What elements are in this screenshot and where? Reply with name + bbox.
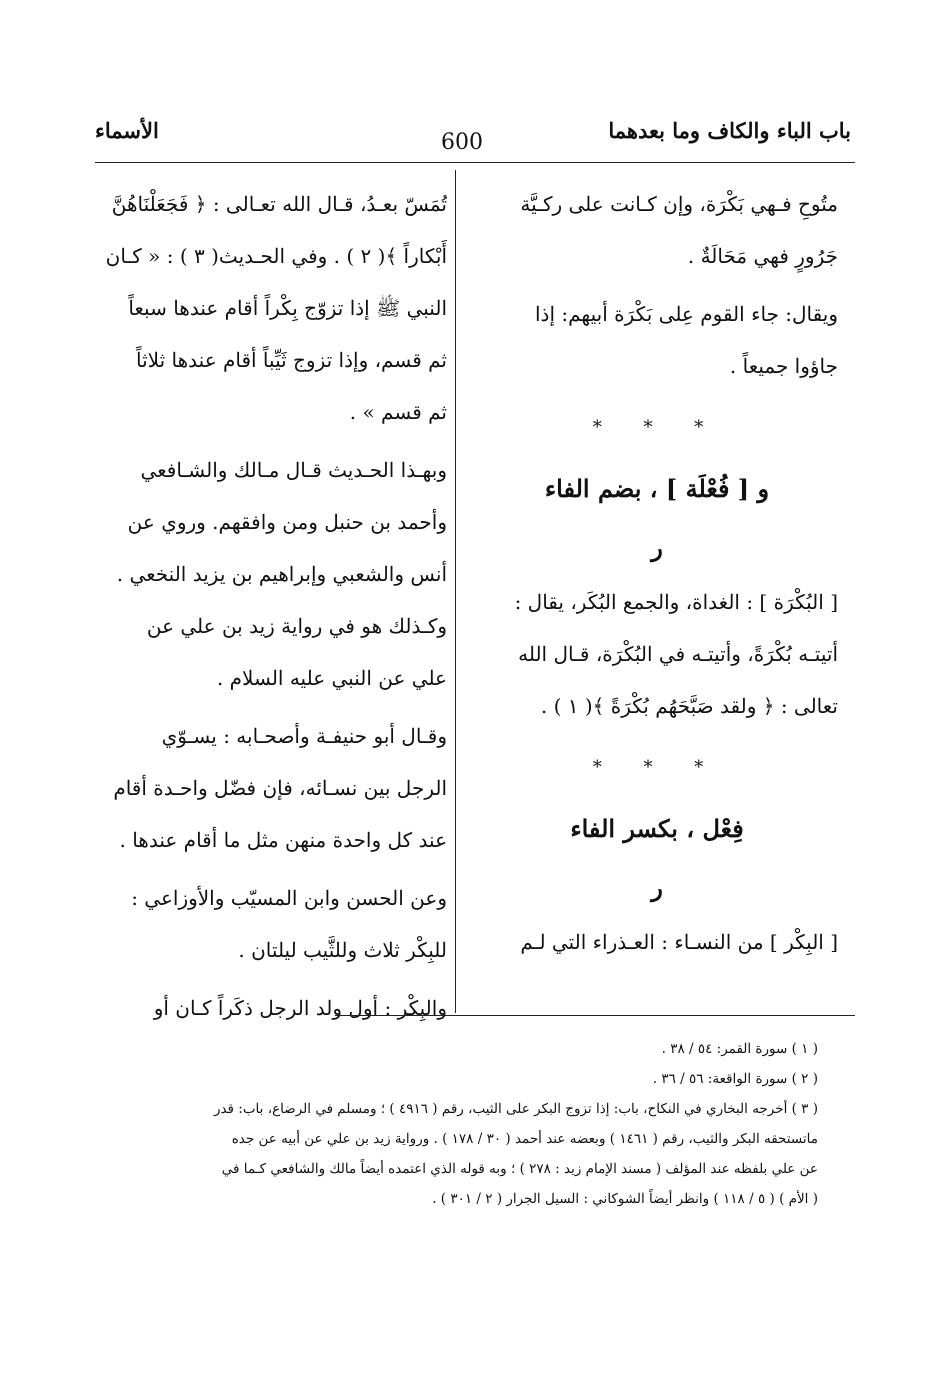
footnote-line: عن علي بلفظه عند المؤلف ( مسند الإمام زيد : ٢٧٨ ) ؛ وبه قوله الذي اعتمده أيضاً مالك والشافعي كـما في <box>221 1161 818 1177</box>
paragraph <box>95 710 447 866</box>
paragraph <box>476 916 838 968</box>
paragraph <box>476 288 838 392</box>
section-title: الأسماء <box>95 118 159 143</box>
paragraph <box>95 178 447 438</box>
text-line: جاؤوا جميعاً . <box>729 354 838 378</box>
footnote-line: ( ١ ) سورة القمر: ٥٤ / ٣٨ . <box>661 1041 818 1057</box>
text-line: وعن الحسن وابن المسيّب والأوزاعي : <box>131 886 447 910</box>
text-line: وقـال أبو حنيفـة وأصحـابه : يسـوّي <box>161 724 447 748</box>
paragraph <box>95 982 447 1034</box>
text-line: أنس والشعبي وإبراهيم بن يزيد النخعي . <box>116 562 447 586</box>
text-line: عند كل واحدة منهن مثل ما أقام عندها . <box>119 828 447 852</box>
root-letter: ر <box>651 873 663 902</box>
section-heading: فِعْل ، بكسر الفاء <box>570 814 744 843</box>
header-rule <box>95 162 855 163</box>
separator-stars: * * * <box>592 757 722 778</box>
footnote-line: ماتستحقه البكر والثيب، رقم ( ١٤٦١ ) وبعضه عند أحمد ( ٣٠ / ١٧٨ ) . ورواية زيد بن علي عن أبيه عن جده <box>231 1131 818 1147</box>
text-line: وكـذلك هو في رواية زيد بن علي عن <box>146 614 447 638</box>
footnote-line: ( ٢ ) سورة الواقعة: ٥٦ / ٣٦ . <box>652 1071 818 1087</box>
right-column <box>476 178 838 974</box>
column-divider <box>455 170 456 1013</box>
page-header <box>95 118 851 162</box>
footnote-rule <box>335 1015 855 1016</box>
text-line: أَبْكاراً ﴾( ٢ ) . وفي الحـديث( ٣ ) : « كـان <box>105 244 447 268</box>
text-line: [ البِكْر ] من النسـاء : العـذراء التي لـم <box>520 930 838 954</box>
footnote-line: ( ٣ ) أخرجه البخاري في النكاح، باب: إذا تزوج البكر على الثيب، رقم ( ٤٩١٦ ) ؛ ومسلم في الرضاع، باب: قدر <box>213 1101 818 1117</box>
text-line: وبهـذا الحـديث قـال مـالك والشـافعي <box>140 458 447 482</box>
text-line: جَرُورٍ فهي مَحَالَةٌ . <box>687 244 838 268</box>
text-line: علي عن النبي عليه السلام . <box>216 666 447 690</box>
chapter-title: باب الباء والكاف وما بعدهما <box>608 118 851 143</box>
text-line: تعالى : ﴿ ولقد صَبَّحَهُم بُكْرَةً ﴾( ١ ) . <box>540 694 838 718</box>
footnote-line: ( الأم ) ( ٥ / ١١٨ ) وانظر أيضاً الشوكاني : السيل الجرار ( ٢ / ٣٠١ ) . <box>432 1191 818 1207</box>
page-number: 600 <box>441 130 483 155</box>
paragraph <box>95 872 447 976</box>
paragraph <box>476 576 838 732</box>
footnotes <box>118 1034 818 1214</box>
paragraph <box>95 444 447 704</box>
text-line: للبِكْر ثلاث وللثَّيب ليلتان . <box>238 938 447 962</box>
text-line: والبِكْر : أول ولد الرجل ذكَراً كـان أو <box>153 996 447 1020</box>
left-column <box>95 178 447 1040</box>
text-line: ثم قسم » . <box>349 400 447 424</box>
text-line: ويقال: جاء القوم عِلى بَكْرَة أبيهم: إذا <box>535 302 838 326</box>
text-line: الرجل بين نسـائه، فإن فضّل واحـدة أقام <box>113 776 447 800</box>
paragraph <box>476 178 838 282</box>
text-line: أتيتـه بُكْرَةً، وأتيتـه في البُكْرَة، قـال الله <box>518 642 838 666</box>
text-line: [ البُكْرَة ] : الغداة، والجمع البُكَر، يقال : <box>514 590 838 614</box>
text-line: ثم قسم، وإذا تزوج ثَيِّباً أقام عندها ثلاثاً <box>136 348 447 372</box>
text-line: النبي ﷺ إذا تزوّج بِكْراً أقام عندها سبعاً <box>128 296 447 320</box>
text-line: تُمَسّ بعـدُ، قـال الله تعـالى : ﴿ فَجَعَلْنَاهُنَّ <box>111 192 447 216</box>
separator-stars: * * * <box>592 417 722 438</box>
text-line: متُوحِ فـهي بَكْرَة، وإن كـانت على ركـيَّة <box>520 192 838 216</box>
section-heading: و [ فُعْلَة ] ، بضم الفاء <box>544 474 770 503</box>
text-line: وأحمد بن حنبل ومن وافقهم. وروي عن <box>127 510 447 534</box>
root-letter: ر <box>651 533 663 562</box>
